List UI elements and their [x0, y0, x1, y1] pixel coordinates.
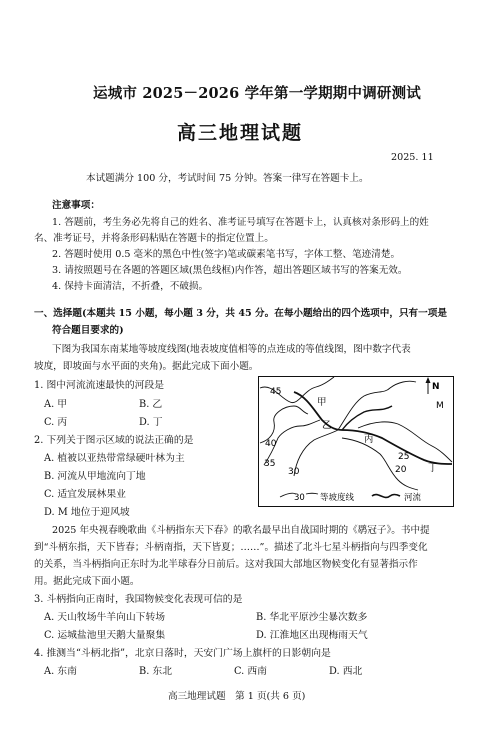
contour-value-30: 30	[288, 467, 300, 477]
figure-intro: 下图为我国东南某地等坡度线图(地表坡度值相等的点连成的等值线图，图中数字代表	[52, 344, 411, 355]
q4-option-b: B. 东北	[139, 666, 173, 677]
q4-option-d: D. 西北	[329, 666, 363, 677]
q1-option-d: D. 丁	[139, 417, 163, 428]
section-heading-cont: 符合题目要求的)	[52, 325, 124, 336]
slope-contour-map	[258, 376, 454, 507]
note-4: 4. 保持卡面清洁，不折叠，不破损。	[52, 281, 209, 292]
place-yi-label: 乙	[322, 420, 332, 431]
q4-stem: 4. 推测当“斗柄北指”，北京日落时，天安门广场上旗杆的日影朝向是	[34, 648, 331, 659]
passage-line-2: 到“斗柄东指，天下皆春；斗柄南指，天下皆夏；……”。描述了北斗七星斗柄指向与四季变化	[34, 542, 428, 553]
q2-stem: 2. 下列关于图示区域的说法正确的是	[34, 435, 194, 446]
contour-value-40: 40	[265, 439, 277, 449]
q2-option-d: D. M 地位于迎风坡	[44, 507, 130, 518]
q3-option-b: B. 华北平原沙尘暴次数多	[256, 612, 368, 623]
note-1: 1. 答题前，考生务必先将自己的姓名、准考证号填写在答题卡上，认真核对条形码上的姓	[52, 217, 429, 228]
passage-line-1: 2025 年央视春晚歌曲《斗柄指东天下春》的歌名最早出自战国时期的《鹖冠子》。书中提	[52, 525, 430, 536]
q1-option-c: C. 丙	[44, 417, 68, 428]
q1-stem: 1. 图中河流流速最快的河段是	[34, 380, 165, 391]
q4-option-a: A. 东南	[44, 666, 77, 677]
q2-option-c: C. 适宜发展林果业	[44, 489, 126, 500]
score-note: 本试题满分 100 分，考试时间 75 分钟。答案一律写在答题卡上。	[86, 173, 369, 184]
place-ding-label: 丁	[428, 463, 438, 474]
north-label: N	[432, 382, 440, 392]
q1-option-a: A. 甲	[44, 399, 68, 410]
q2-option-a: A. 植被以亚热带常绿硬叶林为主	[44, 453, 185, 464]
q2-option-b: B. 河流从甲地流向丁地	[44, 471, 146, 482]
legend-river-label: 河流	[404, 493, 422, 503]
q3-option-d: D. 江淮地区出现梅雨天气	[256, 630, 368, 641]
passage-line-4: 用。据此完成下面小题。	[34, 576, 140, 587]
q3-option-c: C. 运城盐池里天鹅大量聚集	[44, 630, 166, 641]
notes-heading: 注意事项：	[52, 200, 100, 211]
q4-option-c: C. 西南	[234, 666, 267, 677]
note-1-cont: 名、准考证号，并将条形码粘贴在答题卡的指定位置上。	[34, 233, 274, 244]
q3-stem: 3. 斗柄指向正南时，我国物候变化表现可信的是	[34, 594, 243, 605]
subject-title: 高三地理试题	[177, 122, 304, 144]
contour-value-35: 35	[264, 459, 276, 469]
exam-title: 运城市 2025－2026 学年第一学期期中调研测试	[93, 85, 422, 102]
note-2: 2. 答题时使用 0.5 毫米的黑色中性(签字)笔或碳素笔书写，字体工整、笔迹清楚。	[52, 249, 401, 260]
exam-date: 2025. 11	[391, 152, 434, 163]
q3-option-a: A. 天山牧场牛羊向山下转场	[44, 612, 166, 623]
note-3: 3. 请按照题号在各题的答题区域(黑色线框)内作答，超出答题区域书写的答案无效。	[52, 265, 408, 276]
section-heading: 一、选择题(本题共 15 小题，每小题 3 分，共 45 分。在每小题给出的四个选项中，只有一项是	[34, 308, 447, 319]
legend-value: 30	[294, 493, 305, 503]
point-m-label: M	[436, 401, 444, 411]
q1-option-b: B. 乙	[139, 399, 163, 410]
legend-contour-label: 等坡度线	[320, 493, 355, 503]
place-bing-label: 丙	[364, 434, 374, 445]
figure-intro-cont: 坡度，即坡面与水平面的夹角)。据此完成下面小题。	[34, 361, 259, 372]
contour-value-25: 25	[398, 452, 410, 462]
place-jia-label: 甲	[317, 397, 327, 408]
passage-line-3: 的关系，当斗柄指向正东时为北半球春分日前后。这对我国大部地区物候变化有显著指示作	[34, 559, 418, 570]
contour-value-45: 45	[270, 387, 282, 397]
page-footer: 高三地理试题 第 1 页(共 6 页)	[168, 691, 306, 702]
contour-value-20: 20	[395, 465, 407, 475]
